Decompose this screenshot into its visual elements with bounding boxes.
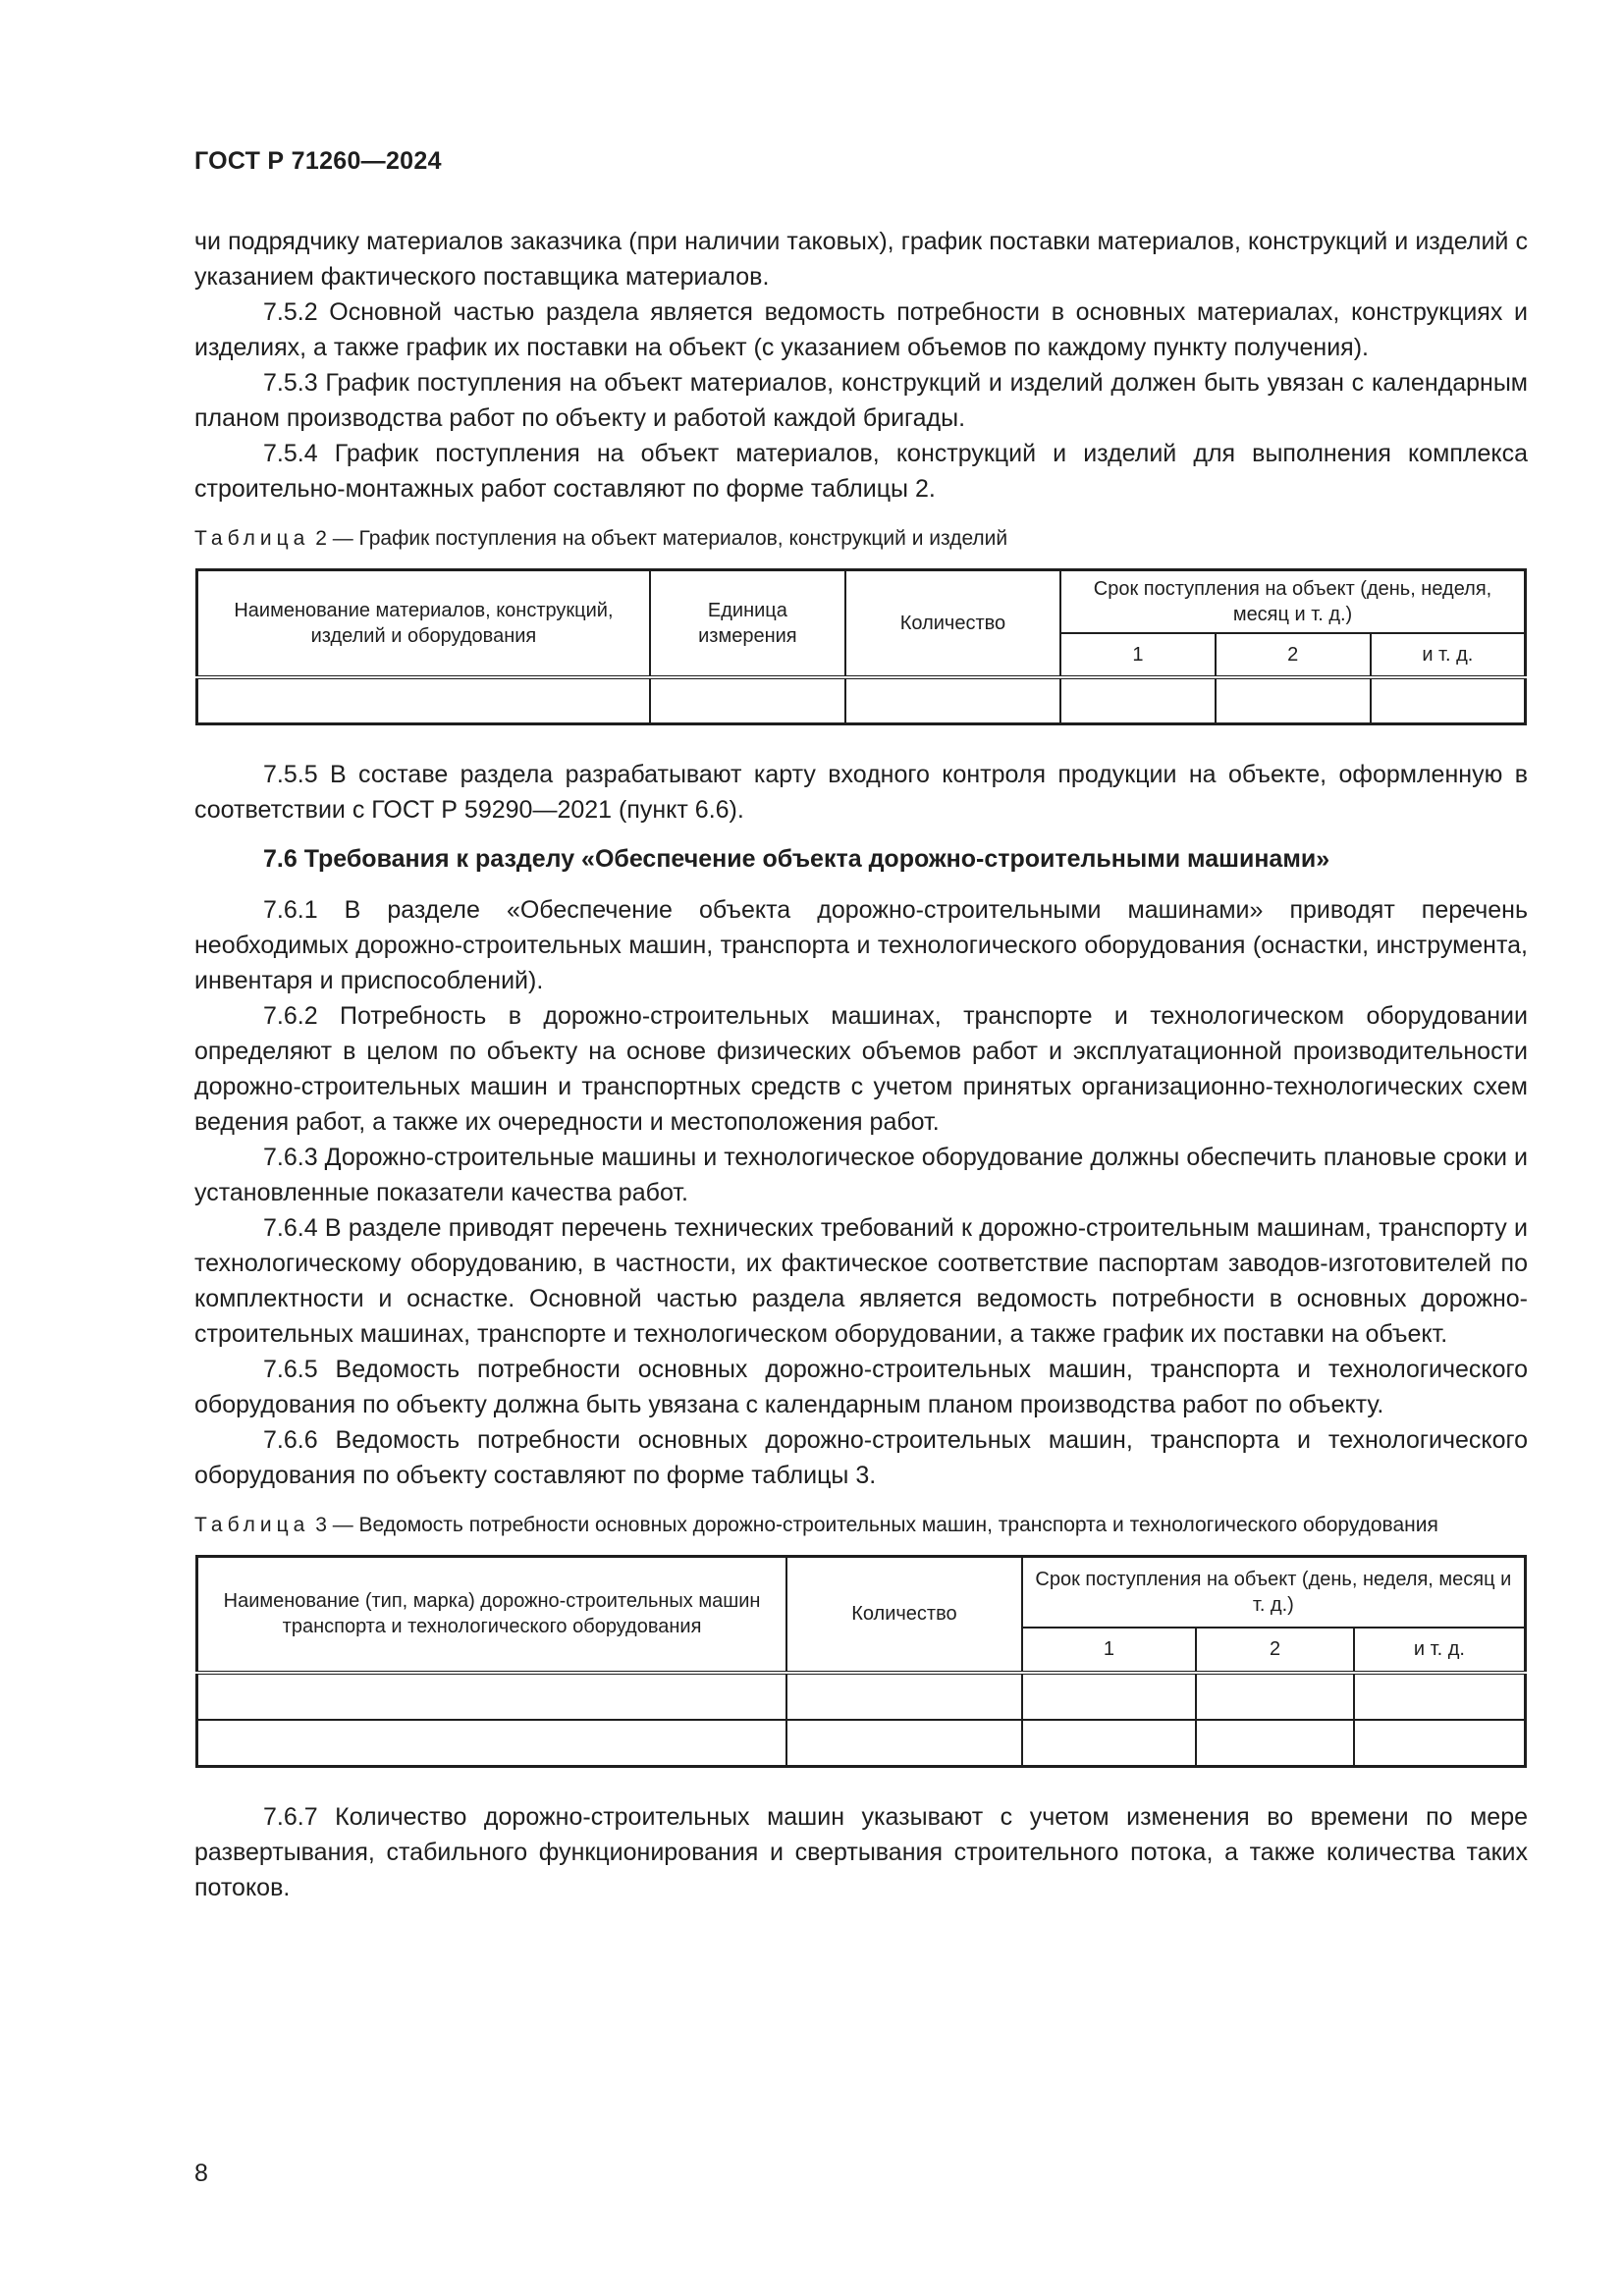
paragraph: 7.5.2 Основной частью раздела является ведомость потребности в основных материалах, конструкциях и изделиях, а также график их поставки на объект (с указанием объемов по каждому пункту получения).	[194, 298, 1528, 361]
table2-header-term: Срок поступления на объект (день, неделя, месяц и т. д.)	[1060, 570, 1525, 633]
table-row	[197, 1720, 1526, 1767]
table3-caption-text: 3 — Ведомость потребности основных дорожно-строительных машин, транспорта и технологического оборудования	[315, 1514, 1438, 1536]
table3-subheader-etc: и т. д.	[1354, 1628, 1526, 1673]
paragraph: 7.6.1 В разделе «Обеспечение объекта дорожно-строительными машинами» приводят перечень необходимых дорожно-строительных машин, транспорта и технологического оборудования (оснастки, инструмента, инвентаря и приспособлений).	[194, 896, 1528, 994]
table3-subheader-2: 2	[1196, 1628, 1354, 1673]
table-cell	[1354, 1673, 1526, 1720]
table-cell	[1022, 1720, 1197, 1767]
paragraph: 7.5.5 В составе раздела разрабатывают карту входного контроля продукции на объекте, оформленную в соответствии с ГОСТ Р 59290—2021 (пункт 6.6).	[194, 761, 1528, 824]
table2-header-unit: Единица измерения	[650, 570, 845, 677]
document-body	[194, 224, 1528, 1905]
table-cell	[197, 1720, 787, 1767]
paragraph: 7.6.3 Дорожно-строительные машины и технологическое оборудование должны обеспечить плановые сроки и установленные показатели качества работ.	[194, 1144, 1528, 1206]
paragraph: 7.5.3 График поступления на объект материалов, конструкций и изделий должен быть увязан с календарным планом производства работ по объекту и работой каждой бригады.	[194, 369, 1528, 432]
paragraph: 7.6.2 Потребность в дорожно-строительных машинах, транспорте и технологическом оборудовании определяют в целом по объекту на основе физических объемов работ и эксплуатационной производительности дорожно-строительных машин и транспортных средств с учетом принятых организационно-технологических схем ведения работ, а также их очередности и местоположения работ.	[194, 1002, 1528, 1136]
table2-subheader-1: 1	[1060, 633, 1216, 677]
table-cell	[1060, 677, 1216, 724]
paragraph: чи подрядчику материалов заказчика (при наличии таковых), график поставки материалов, конструкций и изделий с указанием фактического поставщика материалов.	[194, 228, 1528, 291]
table2-subheader-etc: и т. д.	[1371, 633, 1526, 677]
table-cell	[1022, 1673, 1197, 1720]
paragraph: 7.6.7 Количество дорожно-строительных машин указывают с учетом изменения во времени по мере развертывания, стабильного функционирования и свертывания строительного потока, а также количества таких потоков.	[194, 1803, 1528, 1901]
table2-header-quantity: Количество	[845, 570, 1060, 677]
table-cell	[1216, 677, 1371, 724]
table-cell	[197, 677, 650, 724]
table-cell	[650, 677, 845, 724]
table-cell	[1354, 1720, 1526, 1767]
table3	[195, 1555, 1527, 1768]
paragraph: 7.6.4 В разделе приводят перечень технических требований к дорожно-строительным машинам, транспорту и технологическому оборудованию, в частности, их фактическое соответствие паспортам заводов-изготовителей по комплектности и оснастке. Основной частью раздела является ведомость потребности в основных дорожно-строительных машинах, транспорте и технологическом оборудовании, а также график их поставки на объект.	[194, 1214, 1528, 1348]
table2	[195, 568, 1527, 725]
page-number: 8	[194, 2160, 208, 2187]
table-row	[197, 677, 1526, 724]
table2-caption-text: 2 — График поступления на объект материалов, конструкций и изделий	[315, 527, 1008, 550]
table-cell	[1196, 1720, 1354, 1767]
table3-header-name: Наименование (тип, марка) дорожно-строительных машин транспорта и технологического оборудования	[197, 1557, 787, 1673]
paragraph: 7.5.4 График поступления на объект материалов, конструкций и изделий для выполнения комплекса строительно-монтажных работ составляют по форме таблицы 2.	[194, 440, 1528, 503]
paragraph: 7.6.5 Ведомость потребности основных дорожно-строительных машин, транспорта и технологического оборудования по объекту должна быть увязана с календарным планом производства работ по объекту.	[194, 1356, 1528, 1418]
table-row	[197, 1673, 1526, 1720]
table3-header-term: Срок поступления на объект (день, неделя, месяц и т. д.)	[1022, 1557, 1526, 1628]
table-cell	[786, 1720, 1022, 1767]
table-cell	[1371, 677, 1526, 724]
table3-caption	[194, 1511, 1528, 1539]
section-heading: 7.6 Требования к разделу «Обеспечение объекта дорожно-строительными машинами»	[263, 845, 1330, 873]
table-cell	[845, 677, 1060, 724]
table2-caption-word: Таблица	[194, 527, 310, 550]
table2-caption	[194, 524, 1528, 553]
table3-caption-word: Таблица	[194, 1514, 310, 1536]
table-cell	[197, 1673, 787, 1720]
table2-subheader-2: 2	[1216, 633, 1371, 677]
document-code: ГОСТ Р 71260—2024	[194, 147, 442, 175]
table-cell	[1196, 1673, 1354, 1720]
paragraph: 7.6.6 Ведомость потребности основных дорожно-строительных машин, транспорта и технологического оборудования по объекту составляют по форме таблицы 3.	[194, 1426, 1528, 1489]
table3-subheader-1: 1	[1022, 1628, 1197, 1673]
table2-header-name: Наименование материалов, конструкций, изделий и оборудования	[197, 570, 650, 677]
table-cell	[786, 1673, 1022, 1720]
table3-header-quantity: Количество	[786, 1557, 1022, 1673]
